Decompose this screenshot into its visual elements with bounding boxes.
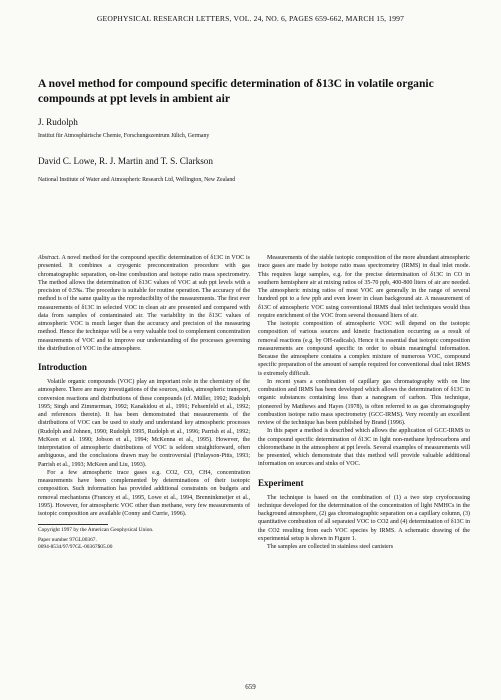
right-column <box>258 254 470 551</box>
affiliation-niwa: National Institute of Water and Atmospheric Research Ltd, Wellington, New Zealand <box>38 177 236 183</box>
right-paragraph-2: The isotopic composition of atmospheric VOC will depend on the isotopic composition of various sources and kinetic fractionation occurring as a result of removal reactions (e.g. by OH-radicals). Hence it is essential that isotopic composition measurements are compound specific in order to obtain meaningful information. Because the atmosphere contains a complex mixture of numerous VOC, compound specific preparation of the amount of sample required for conventional dual inlet IRMS is extremely difficult. <box>258 321 470 377</box>
running-head: GEOPHYSICAL RESEARCH LETTERS, VOL. 24, NO. 6, PAGES 659-662, MARCH 15, 1997 <box>96 14 405 23</box>
right-paragraph-3: In recent years a combination of capillary gas chromatography with on line combustion and IRMS has been developed which allows the determination of δ13C in organic substances containing less than a nanogram of carbon. This technique, pioneered by Matthews and Hayes (1978), is often referred to as gas chromatography combustion isotope ratio mass spectrometry (GCC-IRMS). Very recently an excellent review of the technique has been published by Brand (1996). <box>258 378 470 426</box>
paper-number: Paper number 97GL00367. <box>38 537 97 544</box>
issn-code: 0094-8534/97/97GL-00367$05.00 <box>38 544 113 551</box>
abstract-label: Abstract. <box>38 255 61 261</box>
page-number: 659 <box>245 683 256 691</box>
author-rudolph: J. Rudolph <box>38 117 78 127</box>
abstract-text: A novel method for the compound specific determination of δ13C in VOC is presented. It combines a cryogenic preconcentration procedure with gas chromatographic separation, on-line combustion and isotope ratio mass spectrometry. The method allows the determination of δ13C values of VOC at sub ppt levels with a precision of 0.5‰. The procedure is suitable for routine operation. The accuracy of the method is of the same quality as the reproducibility of the measurements. The first ever measurements of δ13C in selected VOC in clean air are presented and compared with data from samples of contaminated air. The variability in the δ13C values of atmospheric VOC is much larger than the accuracy and precision of the measuring method. Hence the technique will be a very valuable tool to complement concentration measurements of VOC and to improve our understanding of the processes governing the distribution of VOC in the atmosphere. <box>38 255 250 352</box>
left-column <box>38 254 250 551</box>
article-title: A novel method for compound specific determination of δ13C in volatile organic compounds at ppt levels in ambient air <box>38 77 434 105</box>
footnote-rule <box>38 524 108 525</box>
authors-niwa: David C. Lowe, R. J. Martin and T. S. Clarkson <box>38 156 213 166</box>
introduction-heading: Introduction <box>38 362 87 372</box>
experiment-paragraph-1: The technique is based on the combination of (1) a two step cryofocussing technique developed for the determination of the concentration of light NMHCs in the background atmosphere, (2) gas chromatographic separation on a capillary column, (3) quantitative combustion of all separated VOC to CO2 and (4) determination of δ13C in the CO2 resulting from each VOC species by IRMS. A schematic drawing of the experimental setup is shown in Figure 1. <box>258 494 470 542</box>
intro-paragraph-2: For a few atmospheric trace gases e.g. CO2, CO, CH4, concentration measurements have been complemented by determinations of their isotopic composition. Such information has provided additional constraints on budgets and removal mechanisms (Francey et al., 1995, Lowe et al., 1994, Brenninkmeijer et al., 1995). However, for atmospheric VOC other than methane, very few measurements of isotopic composition are available (Conny and Currie, 1996). <box>38 469 250 517</box>
abstract <box>38 254 250 353</box>
affiliation-julich: Institut für Atmosphärische Chemie, Forschungszentrum Jülich, Germany <box>38 133 210 139</box>
experiment-heading: Experiment <box>258 477 304 488</box>
copyright-notice: Copyright 1997 by the American Geophysical Union. <box>38 527 154 534</box>
experiment-paragraph-2: The samples are collected in stainless steel canisters <box>267 544 394 550</box>
intro-paragraph-1: Volatile organic compounds (VOC) play an important role in the chemistry of the atmosphere. There are many investigations of the sources, sinks, atmospheric transport, conversion reactions and distributions of these compounds (cf. Müller, 1992; Rudolph 1995; Singh and Zimmerman, 1992; Kanakidou et al., 1991; Fehsenfeld et al., 1992; and references therein). It has been demonstrated that measurements of the distributions of VOC can be used to study and understand key atmospheric processes (Rudolph and Johnen, 1990; Rudolph 1995, Rudolph et al., 1996; Parrish et al., 1992; McKeen et al. 1990; Jobson et al., 1994; McKenna et al., 1995). However, the interpretation of atmospheric distributions of VOC is seldom straightforward, often ambiguous, and the conclusions drawn may be controversial (Finlayson-Pitts, 1993; Parrish et al., 1993; McKeen and Liu, 1993). <box>38 379 250 468</box>
right-paragraph-1: Measurements of the stable isotopic composition of the more abundant atmospheric trace gases are made by isotope ratio mass spectrometry (IRMS) in dual inlet mode. This requires large samples, e.g. for the precise determination of δ13C in CO in southern hemisphere air at mixing ratios of 35-70 ppb, 400-800 liters of air are needed. The atmospheric mixing ratios of most VOC are generally in the range of several hundred ppt to a few ppb and even lower in clean background air. A measurement of δ13C of atmospheric VOC using conventional IRMS dual inlet techniques would thus require enrichment of the VOC from several thousand liters of air. <box>258 255 470 319</box>
right-paragraph-4: In this paper a method is described which allows the application of GCC-IRMS to the compound specific determination of δ13C in light non-methane hydrocarbons and chloromethane in the atmosphere at ppt levels. Several examples of measurements will be presented, which demonstrate that this method will provide valuable additional information on sources and sinks of VOC. <box>258 428 470 468</box>
